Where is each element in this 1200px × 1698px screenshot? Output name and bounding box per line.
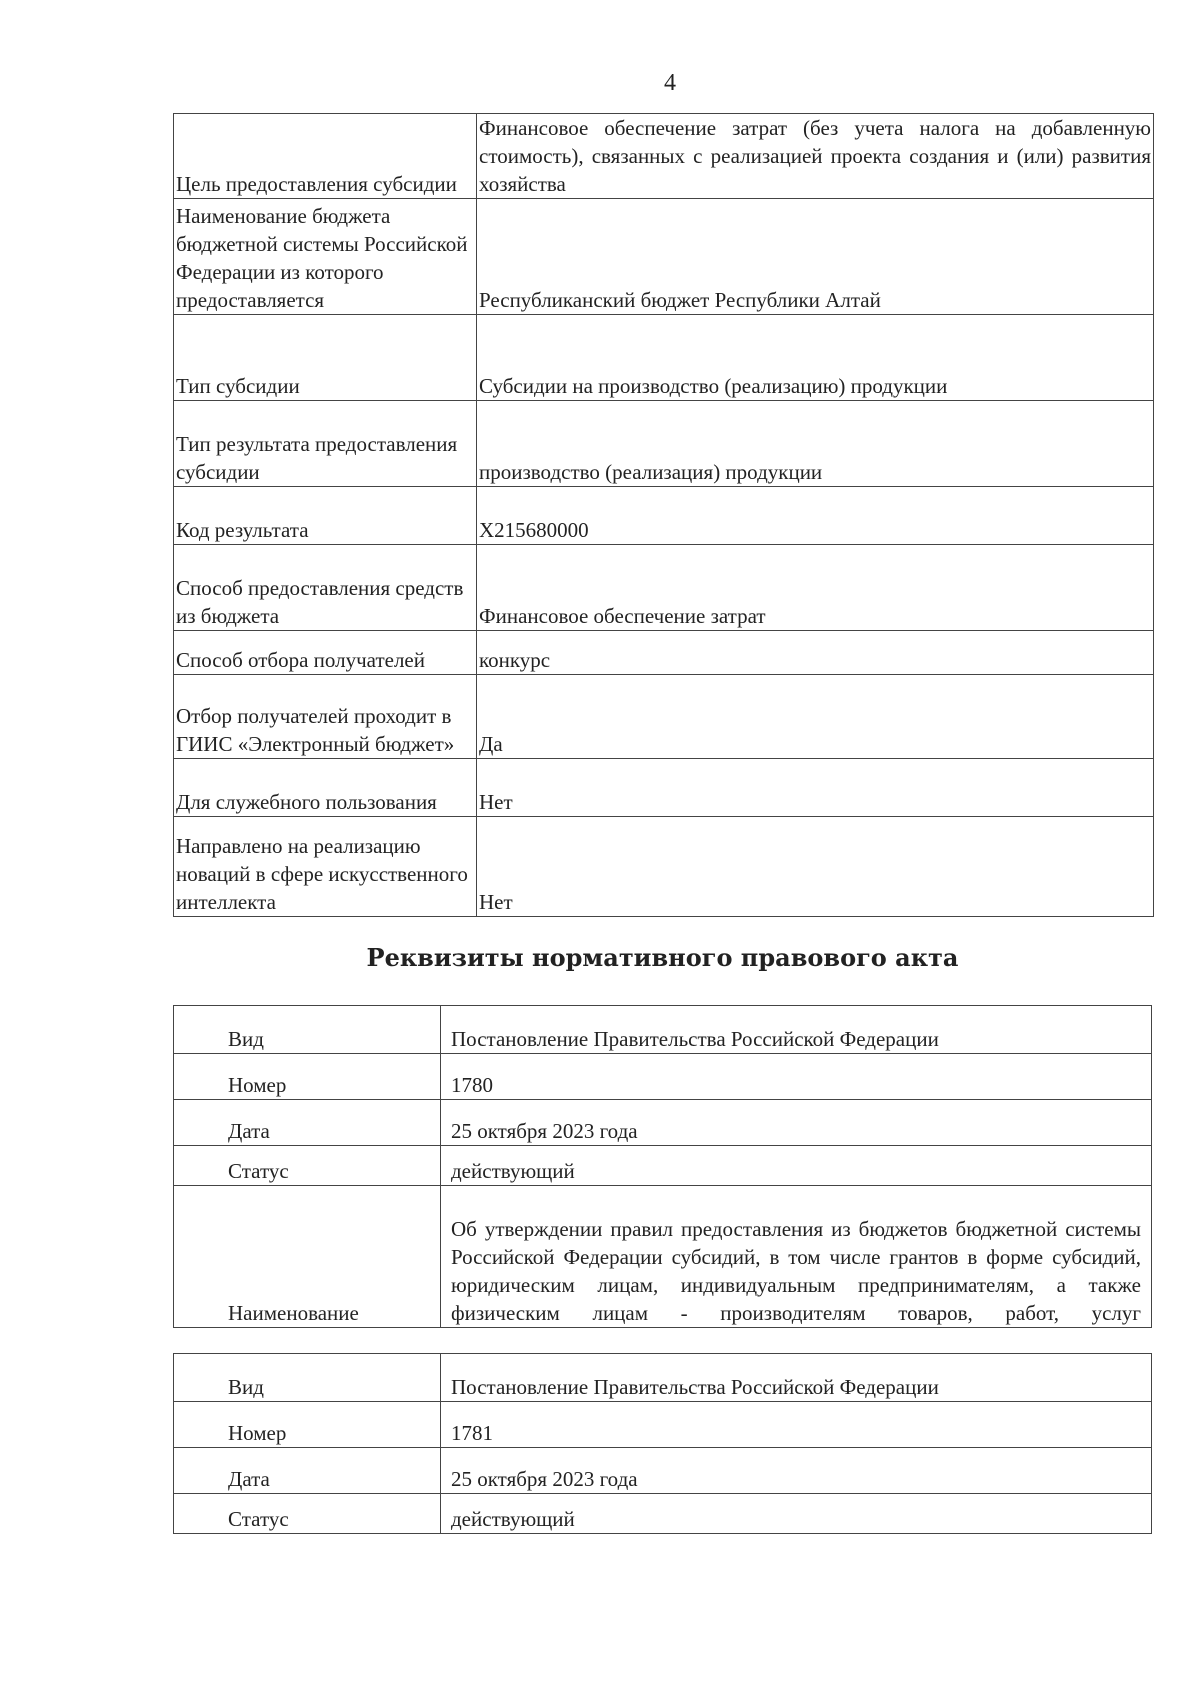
row-value: производство (реализация) продукции [477, 401, 1154, 487]
act-value: Об утверждении правил предоставления из бюджетов бюджетной системы Российской Федерации субсидий, в том числе грантов в форме субсидий, юридическим лицам, индивидуальным предпринимателям, а также физическим лицам - производителям товаров, работ, услуг [441, 1186, 1152, 1328]
table-row [174, 1402, 1152, 1448]
page-number: 4 [664, 70, 676, 96]
act-label: Статус [174, 1494, 441, 1534]
row-value: X215680000 [477, 487, 1154, 545]
table-row [174, 1448, 1152, 1494]
act-value: Постановление Правительства Российской Федерации [441, 1006, 1152, 1054]
act-value: действующий [441, 1146, 1152, 1186]
row-label: Тип результата предоставления субсидии [174, 401, 477, 487]
row-label: Направлено на реализацию новаций в сфере искусственного интеллекта [174, 817, 477, 917]
row-value: Финансовое обеспечение затрат [477, 545, 1154, 631]
act-label: Вид [174, 1006, 441, 1054]
subsidy-info-table [173, 113, 1154, 917]
table-row [174, 675, 1154, 759]
table-row [174, 199, 1154, 315]
table-row [174, 487, 1154, 545]
act-value: 25 октября 2023 года [441, 1100, 1152, 1146]
row-value: Нет [477, 759, 1154, 817]
act-value: 25 октября 2023 года [441, 1448, 1152, 1494]
row-label: Отбор получателей проходит в ГИИС «Электронный бюджет» [174, 675, 477, 759]
table-row [174, 817, 1154, 917]
act-label: Наименование [174, 1186, 441, 1328]
row-label: Способ предоставления средств из бюджета [174, 545, 477, 631]
row-value: Республиканский бюджет Республики Алтай [477, 199, 1154, 315]
row-value: Субсидии на производство (реализацию) продукции [477, 315, 1154, 401]
row-value: Нет [477, 817, 1154, 917]
act-value: 1780 [441, 1054, 1152, 1100]
act-value: 1781 [441, 1402, 1152, 1448]
row-label: Тип субсидии [174, 315, 477, 401]
act-label: Номер [174, 1054, 441, 1100]
row-label: Способ отбора получателей [174, 631, 477, 675]
table-row [174, 545, 1154, 631]
table-row [174, 1006, 1152, 1054]
row-value: Да [477, 675, 1154, 759]
table-row [174, 1100, 1152, 1146]
act-label: Статус [174, 1146, 441, 1186]
act-label: Номер [174, 1402, 441, 1448]
table-row [174, 401, 1154, 487]
act-label: Дата [174, 1100, 441, 1146]
legal-act-table [173, 1005, 1152, 1328]
table-row [174, 1186, 1152, 1328]
table-row [174, 315, 1154, 401]
table-row [174, 1494, 1152, 1534]
table-row [174, 1354, 1152, 1402]
act-label: Дата [174, 1448, 441, 1494]
table-row [174, 114, 1154, 199]
row-value: Финансовое обеспечение затрат (без учета налога на добавленную стоимость), связанных с реализацией проекта создания и (или) развития хозяйства [477, 114, 1154, 199]
act-value: действующий [441, 1494, 1152, 1534]
table-row [174, 1146, 1152, 1186]
section-heading: Реквизиты нормативного правового акта [366, 943, 959, 972]
act-value: Постановление Правительства Российской Федерации [441, 1354, 1152, 1402]
row-value: конкурс [477, 631, 1154, 675]
table-row [174, 1054, 1152, 1100]
row-label: Для служебного пользования [174, 759, 477, 817]
act-label: Вид [174, 1354, 441, 1402]
legal-act-table [173, 1353, 1152, 1534]
row-label: Наименование бюджета бюджетной системы Российской Федерации из которого предоставляется [174, 199, 477, 315]
table-row [174, 631, 1154, 675]
row-label: Цель предоставления субсидии [174, 114, 477, 199]
table-row [174, 759, 1154, 817]
row-label: Код результата [174, 487, 477, 545]
